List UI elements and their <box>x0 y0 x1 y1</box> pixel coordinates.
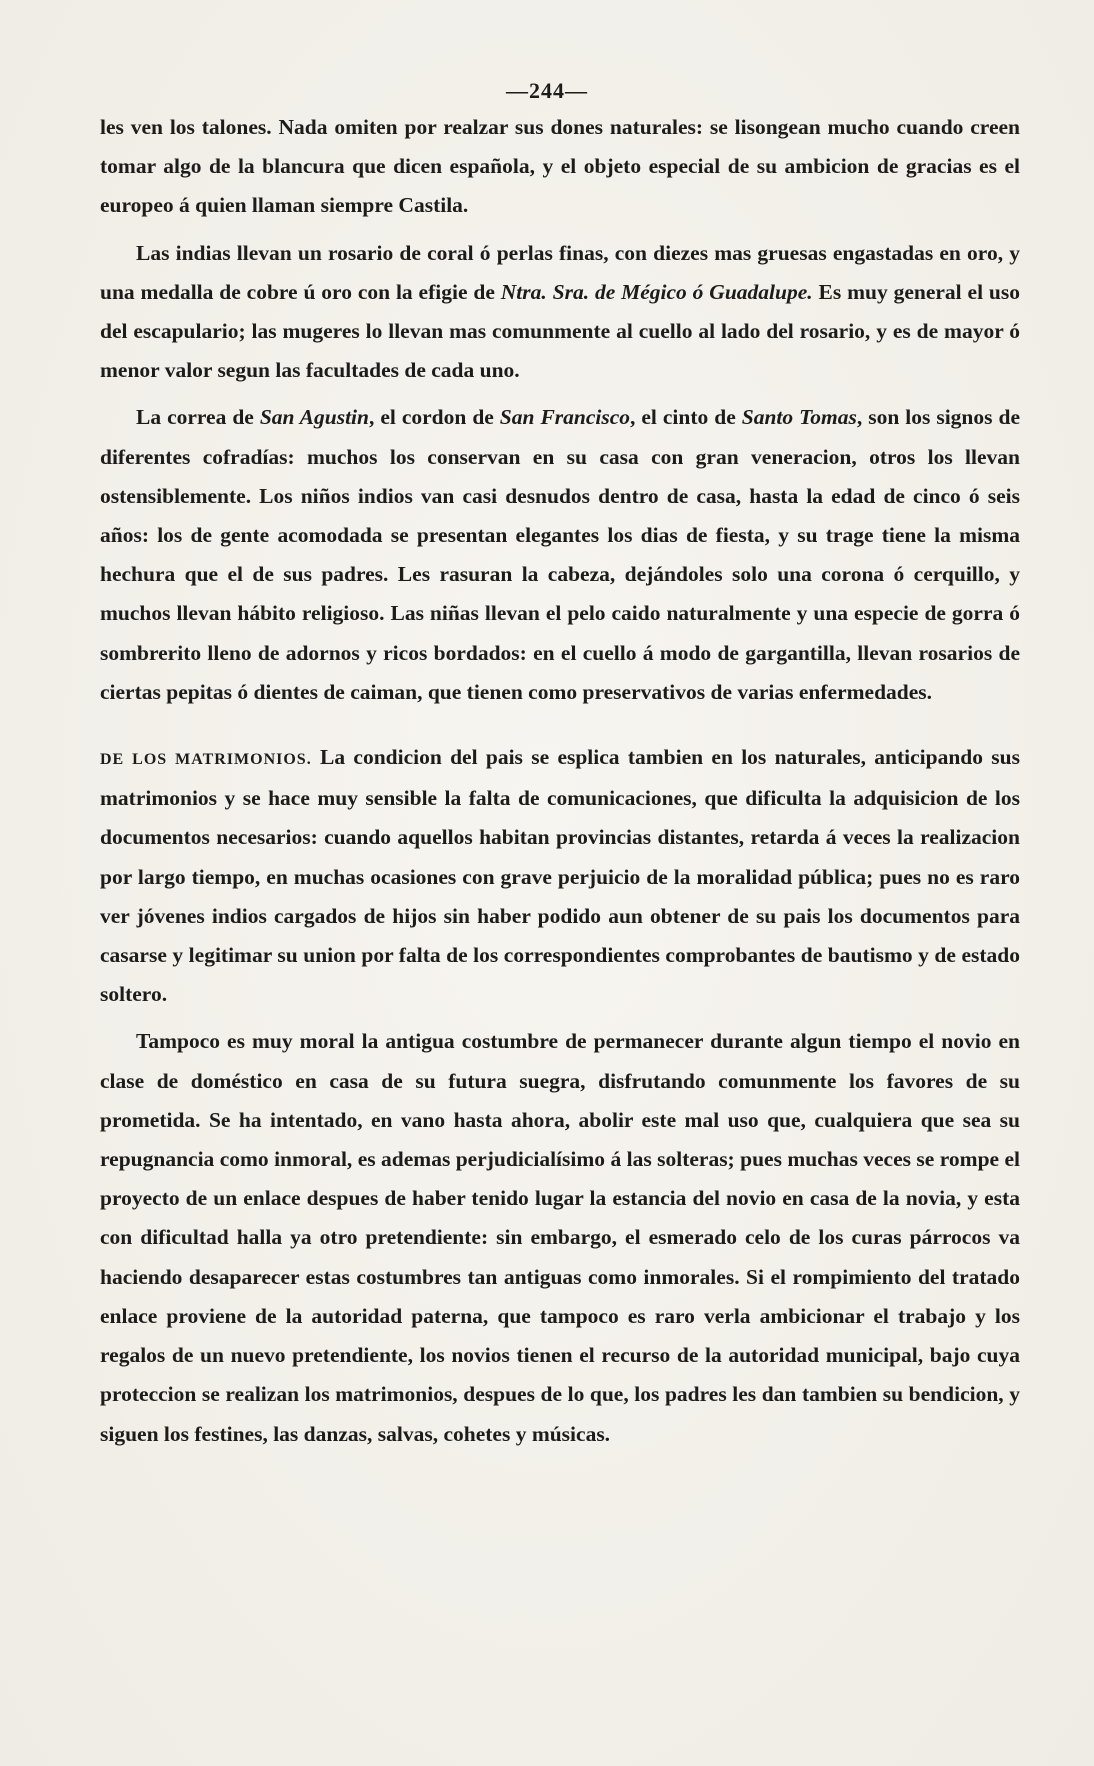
paragraph-4-text: La condicion del pais se esplica tambien en los naturales, anticipando sus matrimonios y se hace muy sensible la falta de comunicaciones, que dificulta la adquisicion de los documentos necesarios: cuando aquellos habitan provincias distantes, retarda á veces la realizacion por largo tiempo, en muchas ocasiones con grave perjuicio de la moralidad pública; pues no es raro ver jóvenes indios cargados de hijos sin haber podido aun obtener de su pais los documentos para casarse y legitimar su union por falta de los correspondientes comprobantes de bautismo y de estado soltero. <box>100 745 1020 1007</box>
paragraph-3-text-e: , el cinto de <box>630 405 742 430</box>
paragraph-3 <box>100 398 1020 712</box>
paragraph-2 <box>100 234 1020 391</box>
paragraph-2-italic-virgin: Ntra. Sra. de Mégico ó Guadalupe. <box>500 279 813 304</box>
paragraph-1: les ven los talones. Nada omiten por realzar sus dones naturales: se lisongean mucho cuando creen tomar algo de la blancura que dicen española, y el objeto especial de su ambicion de gracias es el europeo á quien llaman siempre Castila. <box>100 115 1020 218</box>
paragraph-3-italic-tomas: Santo Tomas <box>741 405 857 430</box>
paragraph-2-text-a: Las indias llevan un rosario de coral ó perlas finas, con diezes mas gruesas engastadas en oro, y una medalla de cobre ú oro con la efigie de <box>100 240 1020 304</box>
paragraph-3-italic-francisco: San Francisco <box>499 405 631 430</box>
paragraph-5: Tampoco es muy moral la antigua costumbre de permanecer durante algun tiempo el novio en clase de doméstico en casa de su futura suegra, disfrutando comunmente los favores de su prometida. Se ha intentado, en vano hasta ahora, abolir este mal uso que, cualquiera que sea su repugnancia como inmoral, es ademas perjudicialísimo á las solteras; pues muchas veces se rompe el proyecto de un enlace despues de haber tenido lugar la estancia del novio en casa de la novia, y esta con dificultad halla ya otro pretendiente: sin embargo, el esmerado celo de los curas párrocos va haciendo desaparecer estas costumbres tan antiguas como inmorales. Si el rompimiento del tratado enlace proviene de la autoridad paterna, que tampoco es raro verla ambicionar el trabajo y los regalos de un nuevo pretendiente, los novios tienen el recurso de la autoridad municipal, bajo cuya proteccion se realizan los matrimonios, despues de lo que, los padres les dan tambien su bendicion, y siguen los festines, las danzas, salvas, cohetes y músicas. <box>100 1029 1020 1446</box>
paragraph-3-text-g: , son los signos de diferentes cofradías: muchos los conservan en su casa con gran veneracion, otros los llevan ostensiblemente. Los niños indios van casi desnudos dentro de casa, hasta la edad de cinco ó seis años: los de gente acomodada se presentan elegantes los dias de fiesta, y su trage tiene la misma hechura que el de sus padres. Les rasuran la cabeza, dejándoles solo una corona ó cerquillo, y muchos llevan hábito religioso. Las niñas llevan el pelo caido naturalmente y una especie de gorra ó sombrerito lleno de adornos y ricos bordados: en el cuello á modo de gargantilla, llevan rosarios de ciertas pepitas ó dientes de caiman, que tienen como preservativos de varias enfermedades. <box>100 405 1020 704</box>
paragraph-3-italic-agustin: San Agustin <box>259 405 369 430</box>
paragraph-2-text-c: Es muy general el uso del escapulario; las mugeres lo llevan mas comunmente al cuello al lado del rosario, y es de mayor ó menor valor segun las facultades de cada uno. <box>100 279 1020 383</box>
section-heading-matrimonios: DE LOS MATRIMONIOS. <box>100 751 312 769</box>
body-text <box>100 108 1020 1454</box>
page-number: —244— <box>506 78 588 103</box>
paragraph-3-text-a: La correa de <box>136 405 260 430</box>
paragraph-4 <box>100 738 1020 1014</box>
paragraph-3-text-c: , el cordon de <box>368 405 500 430</box>
